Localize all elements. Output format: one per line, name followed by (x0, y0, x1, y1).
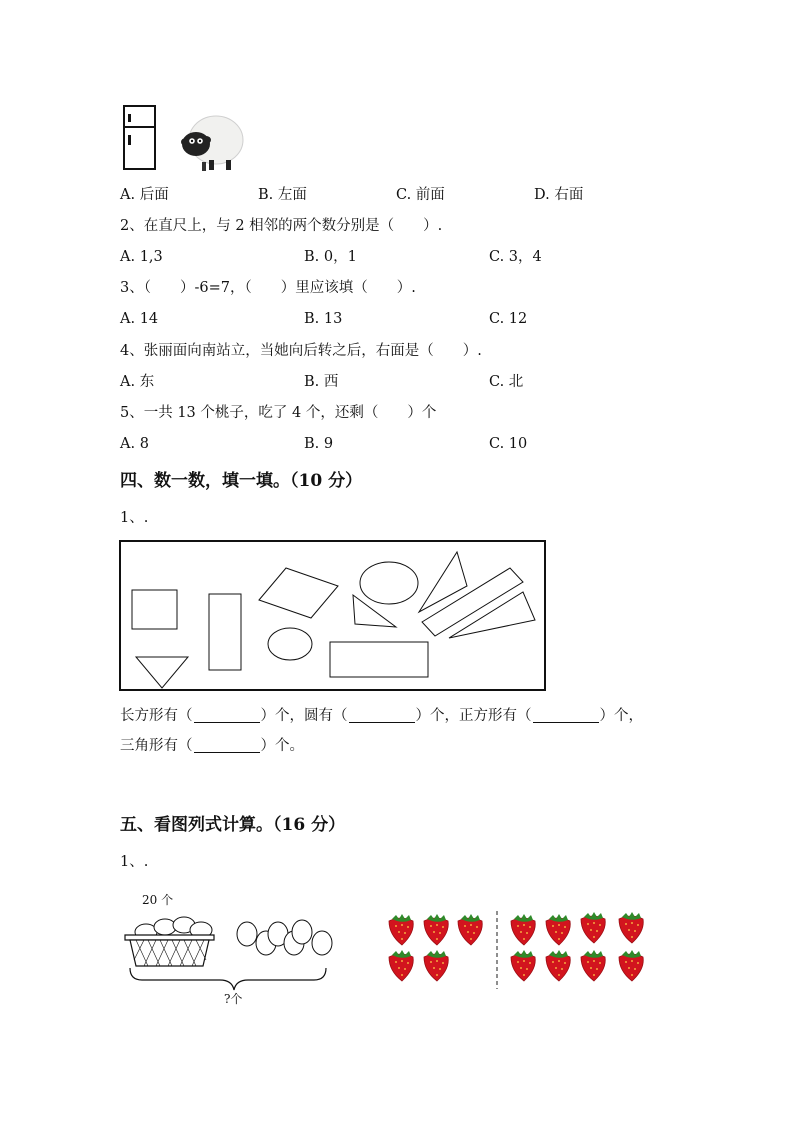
q3-option-c[interactable]: C. 12 (489, 311, 528, 327)
q4-option-b[interactable]: B. 西 (304, 374, 339, 390)
circle-count-blank[interactable] (349, 710, 415, 723)
q1-option-c[interactable]: C. 前面 (396, 187, 445, 203)
section-5-item-1: 1、. (120, 854, 149, 870)
basket-count-label: 20 个 (142, 893, 174, 907)
q5-question: 5、一共 13 个桃子，吃了 4 个，还剩（ ）个 (120, 405, 437, 421)
q3-option-a[interactable]: A. 14 (120, 311, 159, 327)
fill-line-1 (120, 706, 643, 726)
square-count-blank[interactable] (533, 710, 599, 723)
q4-question: 4、张丽面向南站立，当她向后转之后，右面是（ ）. (120, 343, 482, 359)
circle-label: ）个，圆有（ (260, 708, 348, 724)
q2-question: 2、在直尺上，与 2 相邻的两个数分别是（ ）. (120, 218, 443, 234)
line2-end: ）个。 (260, 738, 304, 754)
q2-option-b[interactable]: B. 0，1 (304, 249, 357, 265)
q5-option-c[interactable]: C. 10 (489, 436, 528, 452)
line1-end: ）个， (599, 708, 643, 724)
q4-option-a[interactable]: A. 东 (120, 374, 155, 390)
q4-option-c[interactable]: C. 北 (489, 374, 524, 390)
q1-option-a[interactable]: A. 后面 (120, 187, 169, 203)
q1-option-d[interactable]: D. 右面 (534, 187, 584, 203)
fill-line-2 (120, 736, 304, 756)
rect-label: 长方形有（ (120, 708, 193, 724)
triangle-count-blank[interactable] (194, 740, 260, 753)
square-label: ）个，正方形有（ (415, 708, 532, 724)
shapes-box (119, 540, 547, 692)
q3-option-b[interactable]: B. 13 (304, 311, 343, 327)
fridge-picture (122, 105, 158, 171)
sheep-picture (176, 110, 246, 176)
section-5-heading: 五、看图列式计算。（16 分） (120, 815, 346, 835)
triangle-label: 三角形有（ (120, 738, 193, 754)
q5-option-a[interactable]: A. 8 (120, 436, 149, 452)
q1-option-b[interactable]: B. 左面 (258, 187, 307, 203)
q2-option-c[interactable]: C. 3，4 (489, 249, 542, 265)
q2-option-a[interactable]: A. 1,3 (120, 249, 163, 265)
strawberry-diagram (382, 905, 654, 991)
egg-basket-diagram (120, 910, 340, 992)
rect-count-blank[interactable] (194, 710, 260, 723)
total-question-label: ?个 (224, 992, 243, 1006)
section-4-heading: 四、数一数，填一填。（10 分） (120, 471, 363, 491)
section-4-item-1: 1、. (120, 510, 149, 526)
q5-option-b[interactable]: B. 9 (304, 436, 334, 452)
q3-question: 3、（ ）-6=7，（ ）里应该填（ ）. (120, 280, 416, 296)
